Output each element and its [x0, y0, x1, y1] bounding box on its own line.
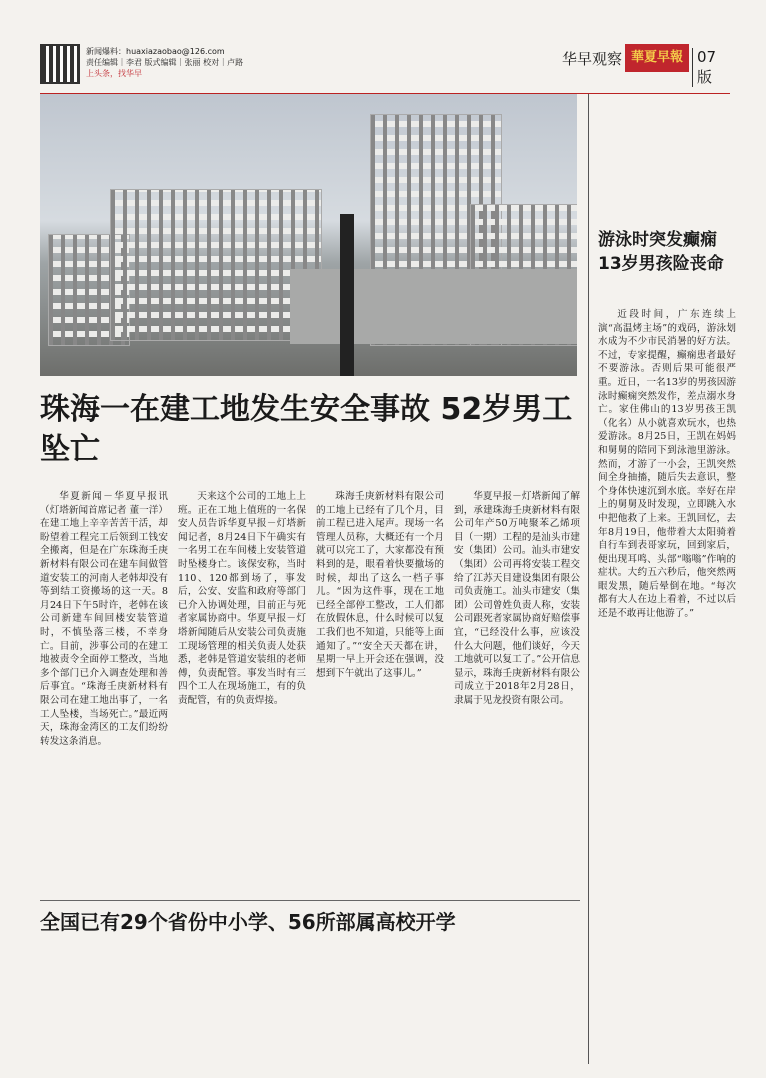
black-pole [340, 214, 354, 376]
column-divider [588, 94, 589, 1064]
warehouse-shed [290, 269, 577, 344]
article-column-4: 华夏早报－灯塔新闻了解到，承建珠海壬庚新材料有限公司年产50万吨聚苯乙烯项目（一期）工程的是汕头市建安（集团）公司。汕头市建安（集团）公司再将安装工程交给了江苏天目建设集团有限公司负责施工。汕头市建安（集团）公司曾姓负责人称，安装公司跟死者家属协商好赔偿事宜，“已经没什么事，应该没什么大问题，他们谈好，今天工地就可以复工了。”公开信息显示，珠海壬庚新材料有限公司成立于2018年2月28日，隶属于见龙投资有限公司。 [454, 491, 580, 706]
sidebar-headline: 游泳时突发癫痫 13岁男孩险丧命 [598, 230, 724, 274]
newspaper-logo: 華夏早報 [625, 44, 689, 72]
page-number: 07 版 [692, 48, 730, 87]
qr-code-icon[interactable] [40, 44, 80, 84]
credits-slogan: 上头条，找华早 [86, 69, 142, 78]
article-column-1: 华夏新闻－华夏早报讯（灯塔新闻首席记者 董一洋）在建工地上辛辛苦苦干活，却盼望着工程完工后领到工钱安全搬离，但是在广东珠海壬庚新材料有限公司在建车间做管道安装工的河南人老韩却没有等到结工资搬场的这一天。8月24日下午5时许，老韩在该公司新建车间回楼安装管道时，不慎坠落三楼，不幸身亡。目前，涉事公司的在建工地被责令全面停工整改，当地多个部门已介入调查处理和善后事宜。“珠海壬庚新材料有限公司在建工地出事了，一名工人坠楼，当场死亡。”最近两天，珠海金湾区的工友们纷纷转发这条消息。 [40, 491, 168, 747]
masthead [40, 44, 730, 94]
article-headline: 珠海一在建工地发生安全事故 52岁男工坠亡 [40, 392, 573, 467]
second-article-headline: 全国已有29个省份中小学、56所部属高校开学 [40, 910, 456, 934]
credits [86, 46, 243, 79]
article-column-2: 天来这个公司的工地上上班。正在工地上值班的一名保安人员告诉华夏早报－灯塔新闻记者，8月24日下午确实有一名男工在车间楼上安装管道时坠楼身亡。该保安称，当时110、120都到场了，事发后，公安、安监和政府等部门已介入协调处理，目前正与死者家属协商中。华夏早报－灯塔新闻随后从安装公司负责施工现场管理的相关负责人处获悉，老韩是管道安装组的老师傅，负责配管。事发当时有三四个工人在现场施工，有的负责配管，有的负责焊接。 [178, 491, 306, 706]
credits-contact: 新闻爆料：huaxiazaobao@126.com [86, 47, 225, 56]
construction-site-photo [40, 94, 577, 376]
sidebar-body: 近段时间，广东连续上演“高温烤主场”的戏码，游泳划水成为不少市民消暑的好方法。不过，专家提醒，癫痫患者最好不要游泳。否则后果可能很严重。近日，一名13岁的男孩因游泳时癫痫突然发作，差点溺水身亡。家住佛山的13岁男孩王凯（化名）从小就喜欢玩水，也热爱游泳。8月25日，王凯在妈妈和舅舅的陪同下到泳池里游泳。然而，才游了一小会，王凯突然间全身抽搐，随后失去意识，整个身体快速沉到水底。幸好在岸上的舅舅及时发现，立即跳入水中把他救了上来。王凯回忆，去年8月19日，他带着大太阳骑着自行车到表哥家玩，回到家后，便出现耳鸣、头部“嗡嗡”作响的症状。大约五六秒后，他突然两眼发黑，随后晕倒在地。“每次都有大人在边上看着，不过以后还是不敢再让他游了。” [598, 309, 736, 620]
credits-editors: 责任编辑｜李君 版式编辑｜张丽 校对｜卢路 [86, 58, 244, 67]
article-column-3: 珠海壬庚新材料有限公司的工地上已经有了几个月，目前工程已进入尾声。现场一名管理人员称，大概还有一个月就可以完工了，大家都没有预料到的是，眼看着快要撤场的时候，却出了这么一档子事儿。“因为这件事，现在工地已经全部停工整改，工人们都在放假休息，什么时候可以复工我们也不知道，只能等上面通知了。”“安全天天都在讲，星期一早上开会还在强调，没想到下午就出了这事儿。” [316, 491, 444, 679]
section-divider [40, 900, 580, 901]
section-title: 华早观察 [562, 50, 623, 68]
